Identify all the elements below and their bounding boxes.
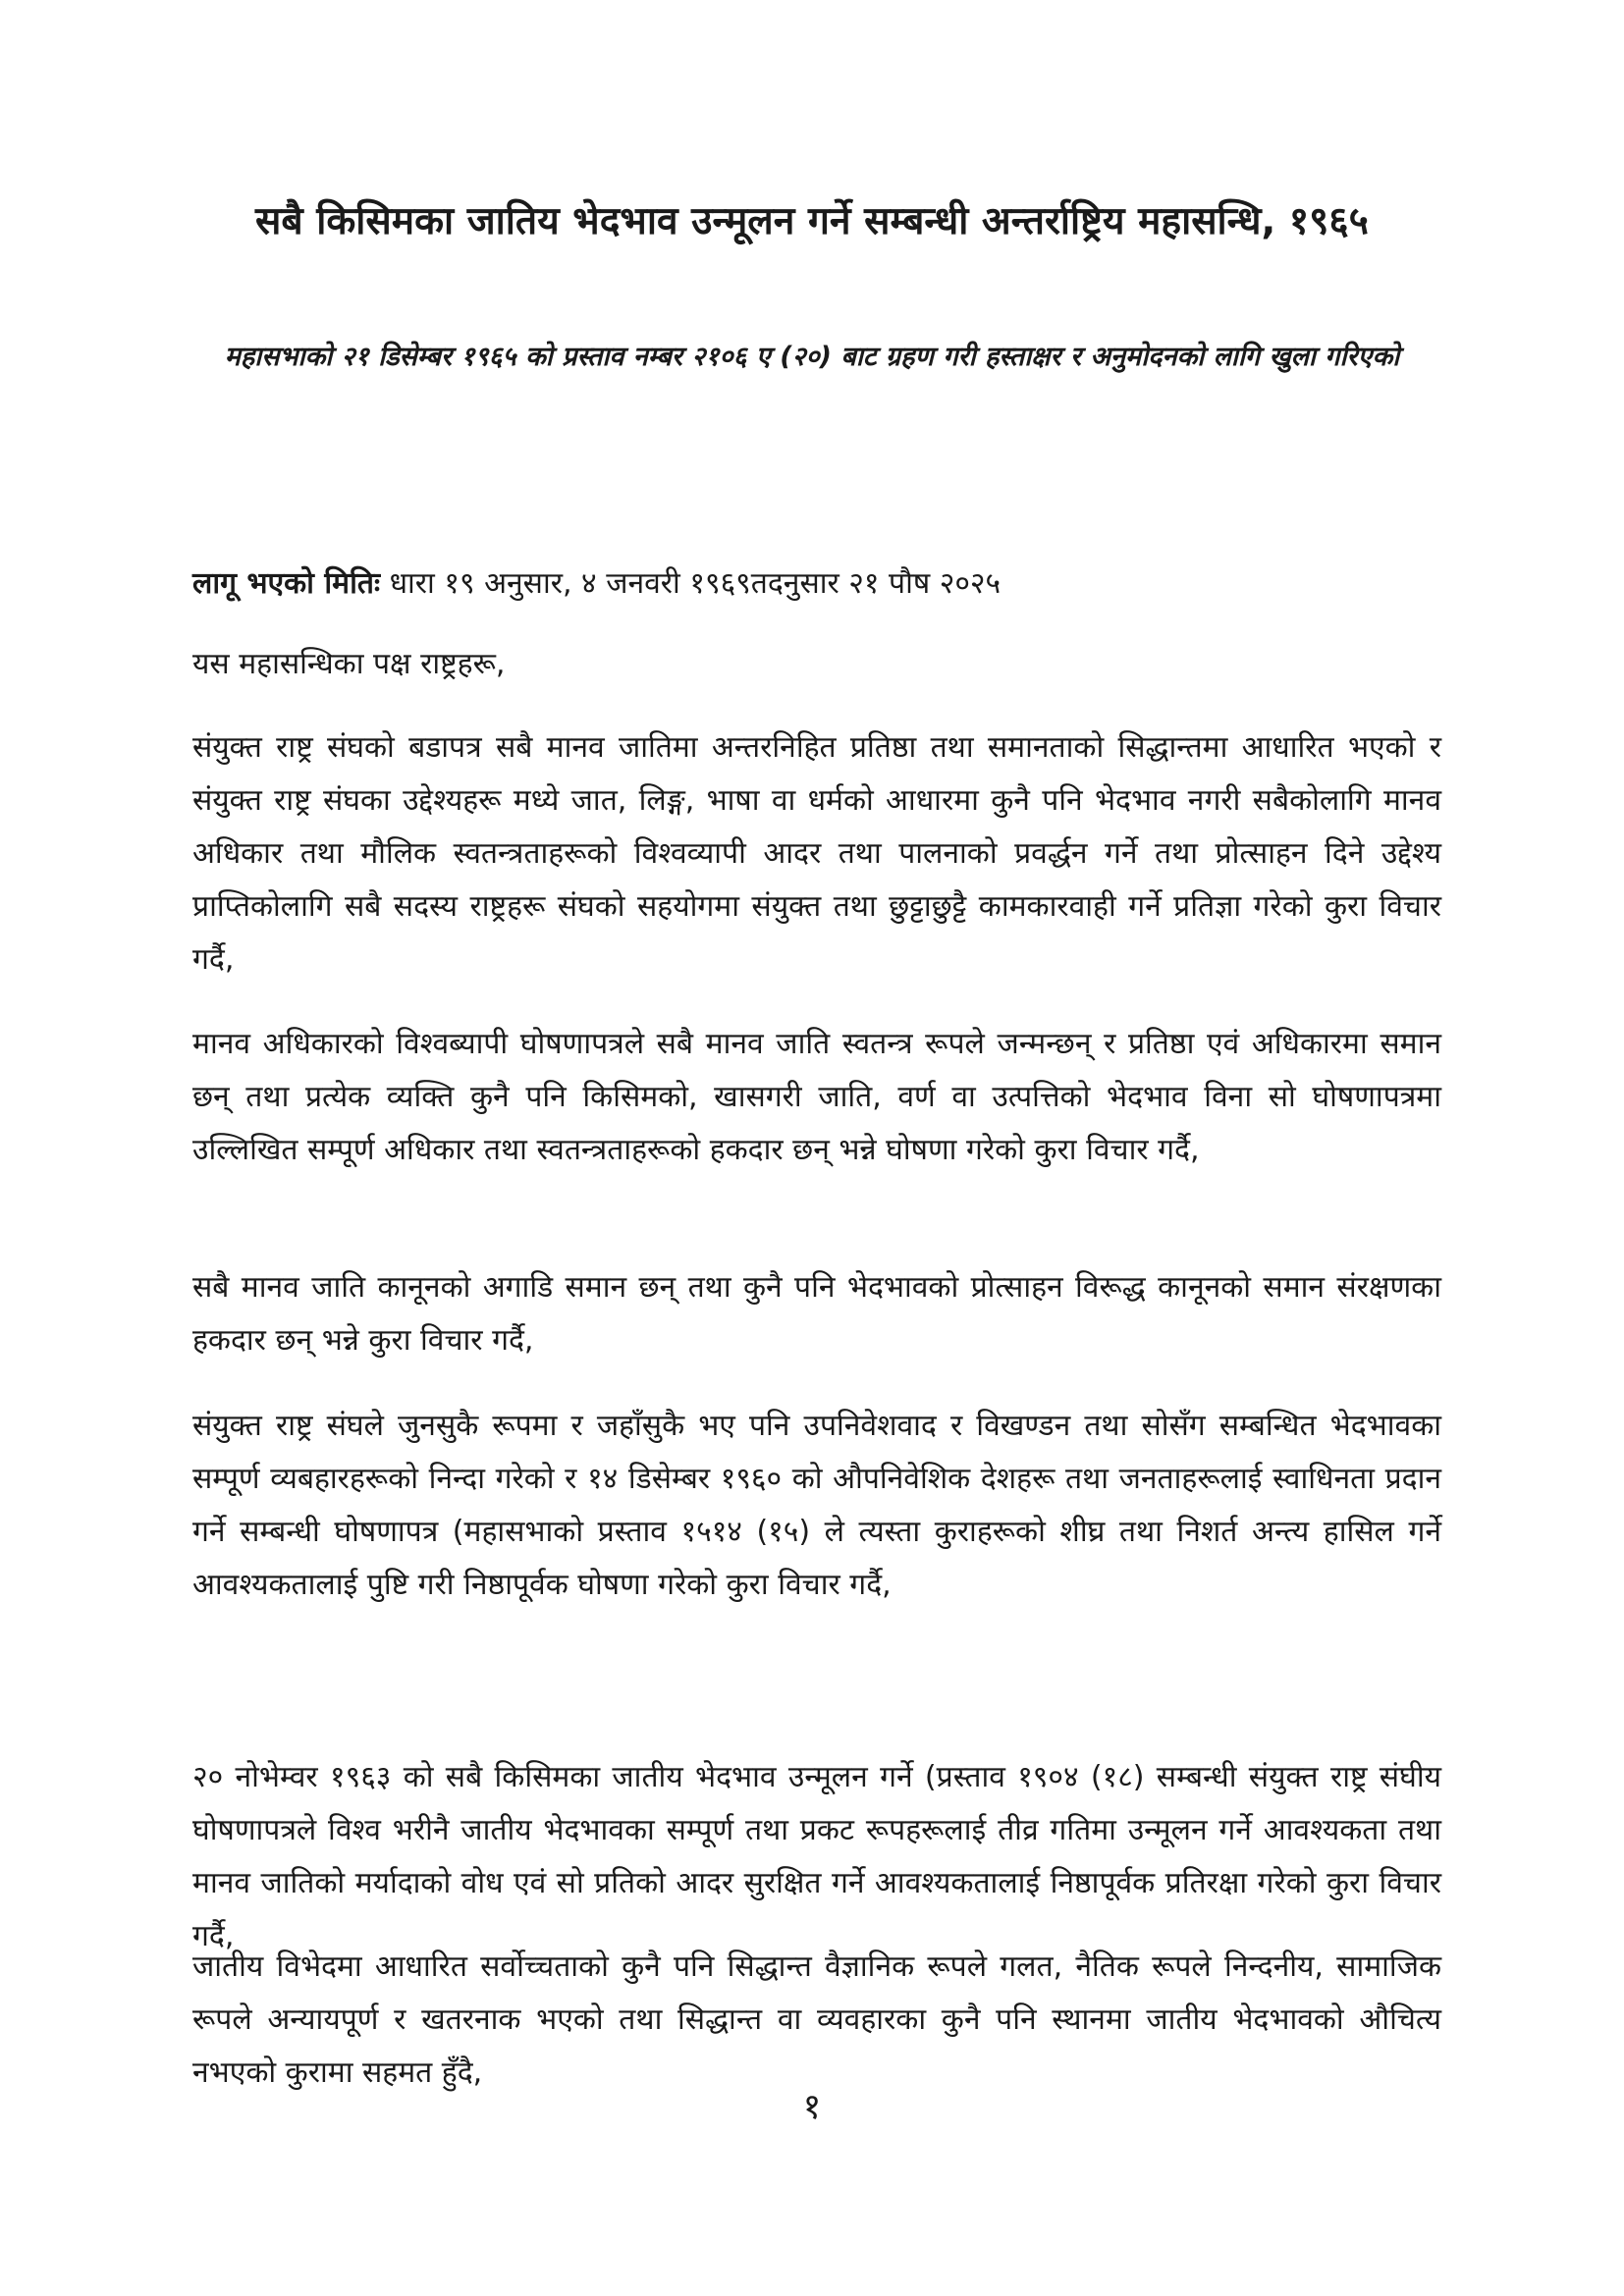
- paragraph-6: जातीय विभेदमा आधारित सर्वोच्चताको कुनै पनि सिद्धान्त वैज्ञानिक रूपले गलत, नैतिक रूपले निन्दनीय, सामाजिक रूपले अन्यायपूर्ण र खतरनाक भएको तथा सिद्धान्त वा व्यवहारका कुनै पनि स्थानमा जातीय भेदभावको औचित्य नभएको कुरामा सहमत हुँदै,: [192, 1949, 1441, 2090]
- paragraph-5: २० नोभेम्वर १९६३ को सबै किसिमका जातीय भेदभाव उन्मूलन गर्ने (प्रस्ताव १९०४ (१८) सम्बन्धी संयुक्त राष्ट्र संघीय घोषणापत्रले विश्व भरीनै जातीय भेदभावका सम्पूर्ण तथा प्रकट रूपहरूलाई तीव्र गतिमा उन्मूलन गर्ने आवश्यकता तथा मानव जातिको मर्यादाको वोध एवं सो प्रतिको आदर सुरक्षित गर्ने आवश्यकतालाई निष्ठापूर्वक प्रतिरक्षा गरेको कुरा विचार गर्दै,: [192, 1760, 1441, 1953]
- paragraph-4: संयुक्त राष्ट्र संघले जुनसुकै रूपमा र जहाँसुकै भए पनि उपनिवेशवाद र विखण्डन तथा सोसँग सम्बन्धित भेदभावका सम्पूर्ण व्यबहारहरूको निन्दा गरेको र १४ डिसेम्बर १९६० को औपनिवेशिक देशहरू तथा जनताहरूलाई स्वाधिनता प्रदान गर्ने सम्बन्धी घोषणापत्र (महासभाको प्रस्ताव १५१४ (१५) ले त्यस्ता कुराहरूको शीघ्र तथा निशर्त अन्त्य हासिल गर्ने आवश्यकतालाई पुष्टि गरी निष्ठापूर्वक घोषणा गरेको कुरा विचार गर्दै,: [192, 1409, 1441, 1602]
- paragraph-2: मानव अधिकारको विश्वब्यापी घोषणापत्रले सबै मानव जाति स्वतन्त्र रूपले जन्मन्छन् र प्रतिष्ठा एवं अधिकारमा समान छन् तथा प्रत्येक व्यक्ति कुनै पनि किसिमको, खासगरी जाति, वर्ण वा उत्पत्तिको भेदभाव विना सो घोषणापत्रमा उल्लिखित सम्पूर्ण अधिकार तथा स्वतन्त्रताहरूको हकदार छन् भन्ने घोषणा गरेको कुरा विचार गर्दै,: [192, 1027, 1441, 1167]
- entry-into-force-text: धारा १९ अनुसार, ४ जनवरी १९६९तदनुसार २१ पौष २०२५: [380, 566, 1001, 601]
- entry-into-force-label: लागू भएको मितिः: [192, 566, 381, 601]
- greeting: यस महासन्धिका पक्ष राष्ट्रहरू,: [192, 647, 506, 681]
- document-title: सबै किसिमका जातिय भेदभाव उन्मूलन गर्ने सम्बन्धी अन्तर्राष्ट्रिय महासन्धि, १९६५: [255, 199, 1369, 243]
- page-number: १: [802, 2087, 822, 2127]
- entry-into-force: [192, 558, 1441, 611]
- paragraph-3: सबै मानव जाति कानूनको अगाडि समान छन् तथा कुनै पनि भेदभावको प्रोत्साहन विरूद्ध कानूनको समान संरक्षणका हकदार छन् भन्ने कुरा विचार गर्दै,: [192, 1270, 1441, 1358]
- document-subtitle: महासभाको २१ डिसेम्बर १९६५ को प्रस्ताव नम्बर २१०६ ए (२०) बाट ग्रहण गरी हस्ताक्षर र अनुमोदनको लागि खुला गरिएको: [224, 342, 1400, 372]
- paragraph-1: संयुक्त राष्ट्र संघको बडापत्र सबै मानव जातिमा अन्तरनिहित प्रतिष्ठा तथा समानताको सिद्धान्तमा आधारित भएको र संयुक्त राष्ट्र संघका उद्देश्यहरू मध्ये जात, लिङ्ग, भाषा वा धर्मको आधारमा कुनै पनि भेदभाव नगरी सबैकोलागि मानव अधिकार तथा मौलिक स्वतन्त्रताहरूको विश्वव्यापी आदर तथा पालनाको प्रवर्द्धन गर्ने तथा प्रोत्साहन दिने उद्देश्य प्राप्तिकोलागि सबै सदस्य राष्ट्रहरू संघको सहयोगमा संयुक्त तथा छुट्टाछुट्टै कामकारवाही गर्ने प्रतिज्ञा गरेको कुरा विचार गर्दै,: [192, 730, 1441, 977]
